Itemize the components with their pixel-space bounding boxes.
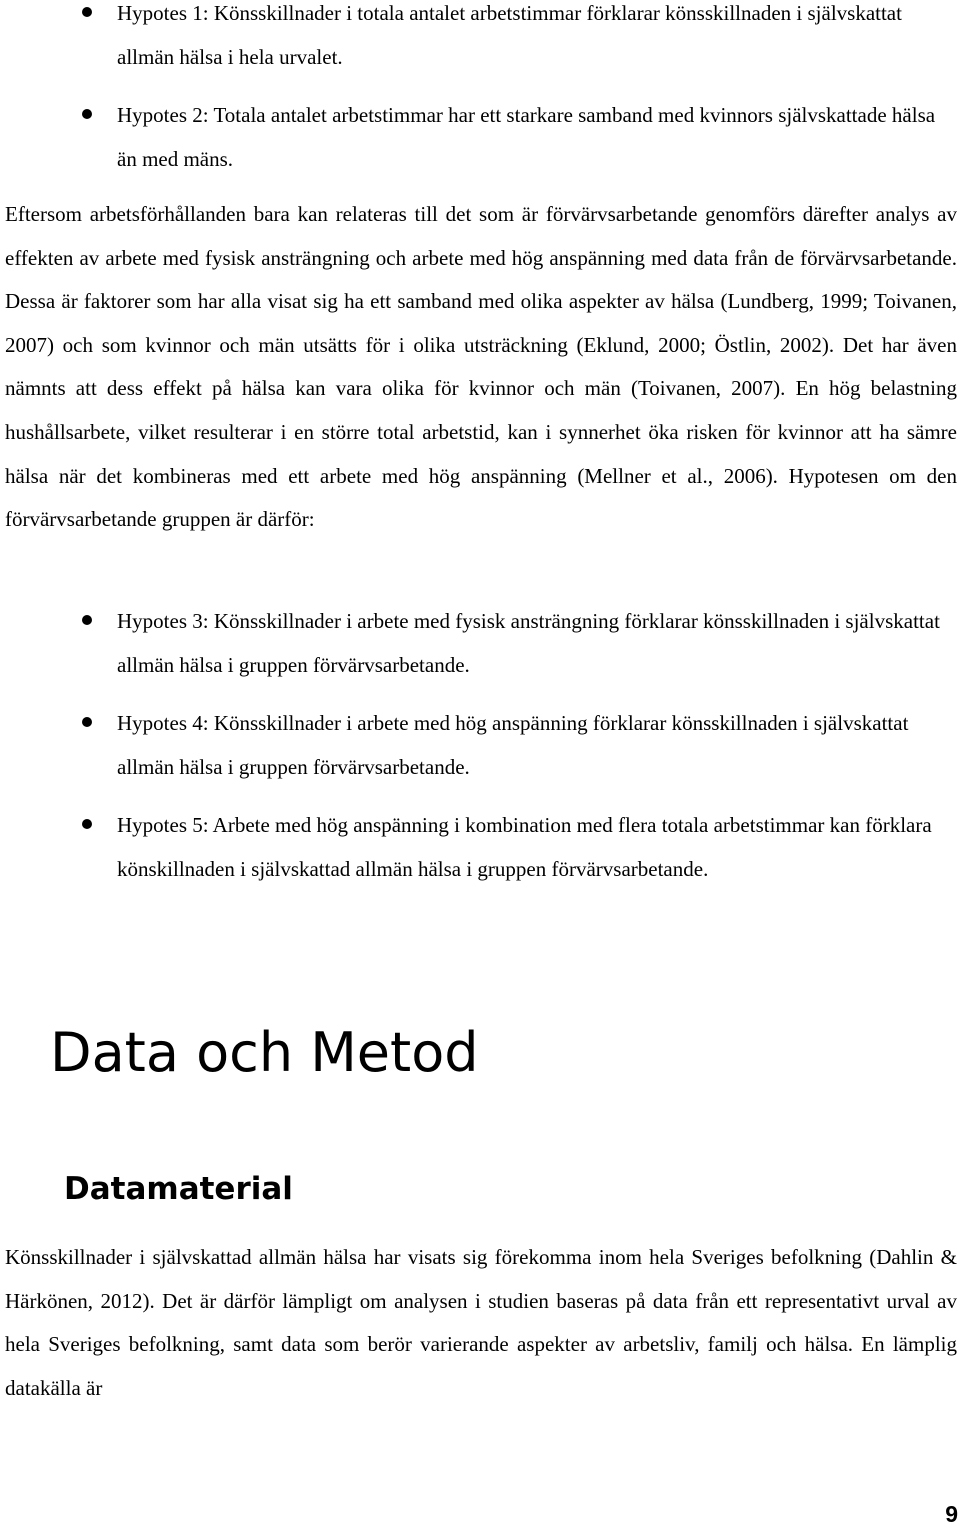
bullet-icon bbox=[82, 7, 92, 17]
bullet-icon bbox=[82, 819, 92, 829]
hypothesis-item bbox=[0, 94, 960, 181]
hypothesis-text: Hypotes 1: Könsskillnader i totala antalet arbetstimmar förklarar könsskillnaden i självskattat allmän hälsa i hela urvalet. bbox=[117, 1, 902, 69]
hypothesis-text: Hypotes 3: Könsskillnader i arbete med fysisk ansträngning förklarar könsskillnaden i självskattat allmän hälsa i gruppen förvärvsarbetande. bbox=[117, 609, 940, 677]
bullet-icon bbox=[82, 615, 92, 625]
bullet-icon bbox=[82, 717, 92, 727]
hypothesis-item bbox=[0, 600, 960, 687]
hypothesis-text: Hypotes 5: Arbete med hög anspänning i kombination med flera totala arbetstimmar kan förklara könskillnaden i självskattad allmän hälsa i gruppen förvärvsarbetande. bbox=[117, 813, 932, 881]
body-paragraph: Eftersom arbetsförhållanden bara kan relateras till det som är förvärvsarbetande genomförs därefter analys av effekten av arbete med fysisk ansträngning och arbete med hög anspänning med data från de förvärvsarbetande. Dessa är faktorer som har alla visat sig ha ett samband med olika aspekter av hälsa (Lundberg, 1999; Toivanen, 2007) och som kvinnor och män utsätts för i olika utsträckning (Eklund, 2000; Östlin, 2002). Det har även nämnts att dess effekt på hälsa kan vara olika för kvinnor och män (Toivanen, 2007). En hög belastning hushållsarbete, vilket resulterar i en större total arbetstid, kan i synnerhet öka risken för kvinnor att ha sämre hälsa när det kombineras med ett arbete med hög anspänning (Mellner et al., 2006). Hypotesen om den förvärvsarbetande gruppen är därför: bbox=[5, 202, 957, 532]
body-paragraph: Könsskillnader i självskattad allmän hälsa har visats sig förekomma inom hela Sveriges befolkning (Dahlin & Härkönen, 2012). Det är därför lämpligt om analysen i studien baseras på data från ett representativt urval av hela Sveriges befolkning, samt data som berör varierande aspekter av arbetsliv, familj och hälsa. En lämplig datakälla är bbox=[5, 1245, 957, 1400]
bullet-icon bbox=[82, 109, 92, 119]
hypothesis-list-bottom bbox=[0, 600, 960, 891]
subsection-heading: Datamaterial bbox=[64, 1171, 293, 1207]
hypothesis-item bbox=[0, 804, 960, 891]
hypothesis-text: Hypotes 2: Totala antalet arbetstimmar har ett starkare samband med kvinnors självskattade hälsa än med mäns. bbox=[117, 103, 936, 171]
hypothesis-list-top bbox=[0, 0, 960, 181]
hypothesis-item bbox=[0, 0, 960, 79]
hypothesis-item bbox=[0, 702, 960, 789]
hypothesis-text: Hypotes 4: Könsskillnader i arbete med hög anspänning förklarar könsskillnaden i självskattat allmän hälsa i gruppen förvärvsarbetande. bbox=[117, 711, 909, 779]
section-heading: Data och Metod bbox=[50, 1021, 479, 1084]
page-number: 9 bbox=[945, 1501, 958, 1527]
